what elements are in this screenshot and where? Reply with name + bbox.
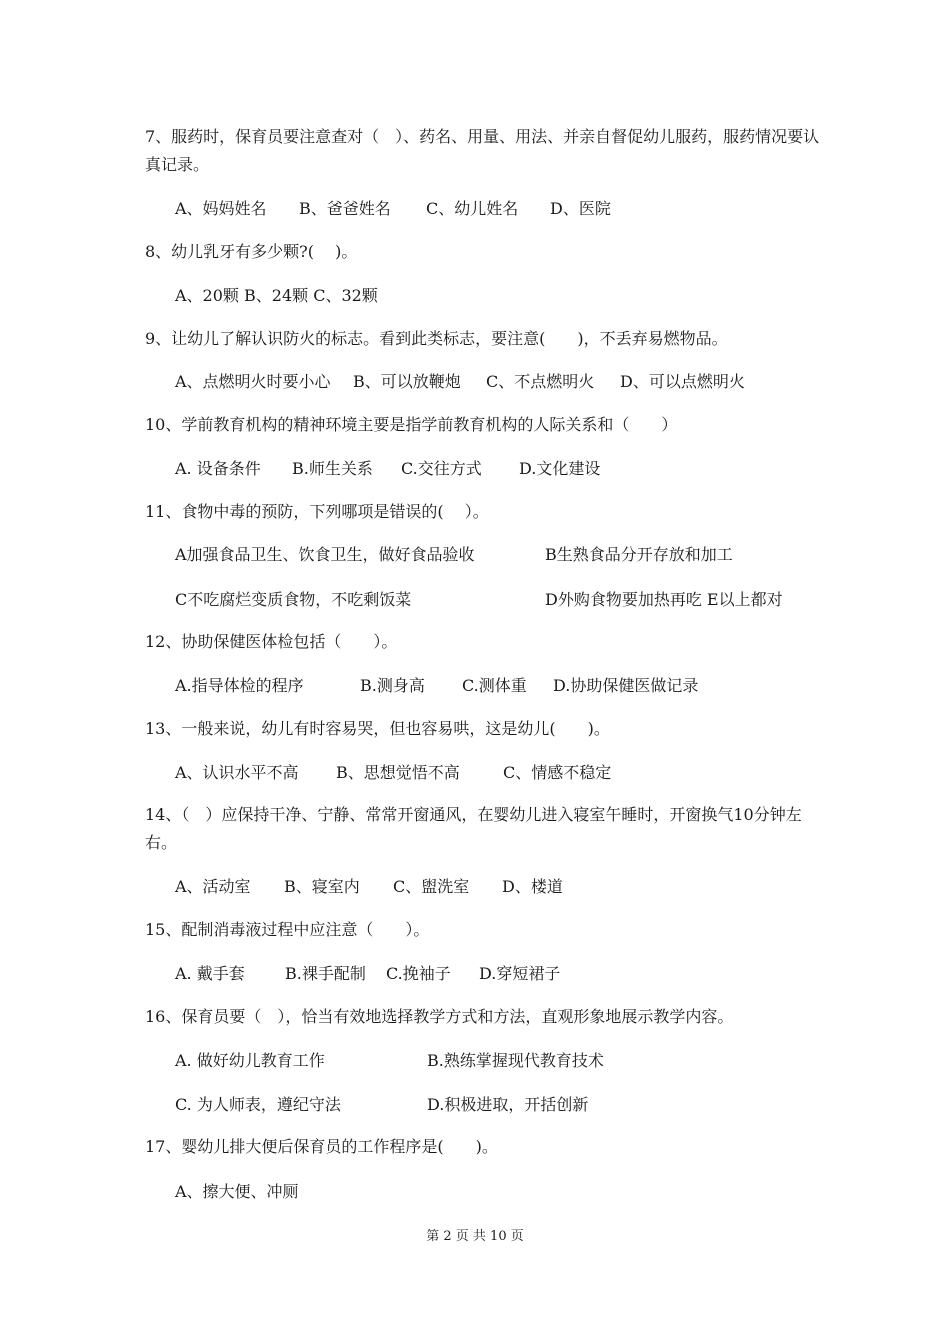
option-c: C.交往方式 bbox=[401, 459, 482, 478]
option-b: B.师生关系 bbox=[292, 459, 373, 478]
option-c: C、不点燃明火 bbox=[486, 372, 595, 391]
question-16-options-row-2 bbox=[175, 1094, 588, 1116]
question-17-stem: 17、婴幼儿排大便后保育员的工作程序是( )。 bbox=[145, 1137, 498, 1156]
question-11-stem: 11、食物中毒的预防，下列哪项是错误的( ）。 bbox=[145, 502, 489, 521]
option-d: D、可以点燃明火 bbox=[620, 372, 745, 391]
option-b: B、思想觉悟不高 bbox=[336, 763, 460, 782]
option-c: C.测体重 bbox=[462, 676, 527, 695]
option-a: A、认识水平不高 bbox=[175, 763, 299, 782]
question-8-stem: 8、幼儿乳牙有多少颗?( )。 bbox=[145, 242, 358, 261]
option-c: C、幼儿姓名 bbox=[426, 199, 519, 218]
option-b: B.熟练掌握现代教育技术 bbox=[427, 1051, 604, 1070]
option-d-e: D外购食物要加热再吃 E以上都对 bbox=[545, 590, 783, 609]
option-line: A、20颗 B、24颗 C、32颗 bbox=[175, 286, 378, 305]
option-d: D.文化建设 bbox=[519, 459, 601, 478]
question-15-stem: 15、配制消毒液过程中应注意（ ）。 bbox=[145, 920, 430, 939]
option-d: D、楼道 bbox=[502, 877, 563, 896]
option-b: B.测身高 bbox=[360, 676, 425, 695]
option-a: A、妈妈姓名 bbox=[175, 199, 267, 218]
option-a: A、擦大便、冲厕 bbox=[175, 1182, 299, 1201]
option-a: A.指导体检的程序 bbox=[175, 676, 304, 695]
option-a: A、活动室 bbox=[175, 877, 251, 896]
question-8-options bbox=[175, 285, 378, 307]
page-footer: 第 2 页 共 10 页 bbox=[426, 1229, 524, 1244]
question-7-options bbox=[175, 198, 611, 220]
question-7-stem: 7、服药时，保育员要注意查对（ ）、药名、用量、用法、并亲自督促幼儿服药，服药情况要认真记录。 bbox=[145, 127, 820, 174]
option-a: A. 做好幼儿教育工作 bbox=[175, 1051, 325, 1070]
option-b: B.裸手配制 bbox=[285, 964, 366, 983]
option-c: C不吃腐烂变质食物，不吃剩饭菜 bbox=[175, 590, 412, 609]
option-a: A加强食品卫生、饮食卫生，做好食品验收 bbox=[175, 545, 475, 564]
option-d: D、医院 bbox=[550, 199, 611, 218]
question-11-options-row-2 bbox=[175, 589, 783, 611]
option-b: B、寝室内 bbox=[284, 877, 360, 896]
question-16-options-row-1 bbox=[175, 1050, 604, 1072]
option-c: C.挽袖子 bbox=[386, 964, 451, 983]
question-10-stem: 10、学前教育机构的精神环境主要是指学前教育机构的人际关系和（ ） bbox=[145, 415, 678, 434]
option-a: A、点燃明火时要小心 bbox=[175, 372, 331, 391]
question-10-options bbox=[175, 458, 600, 480]
option-d: D.协助保健医做记录 bbox=[553, 676, 699, 695]
option-b: B生熟食品分开存放和加工 bbox=[545, 545, 733, 564]
option-a: A. 戴手套 bbox=[175, 964, 245, 983]
question-9-stem: 9、让幼儿了解认识防火的标志。看到此类标志，要注意( )，不丢弃易燃物品。 bbox=[145, 329, 728, 348]
question-14-stem: 14、（ ）应保持干净、宁静、常常开窗通风，在婴幼儿进入寝室午睡时，开窗换气10分钟左右。 bbox=[145, 805, 802, 852]
question-16-stem: 16、保育员要（ ），恰当有效地选择教学方式和方法，直观形象地展示教学内容。 bbox=[145, 1007, 734, 1026]
question-17-options bbox=[175, 1181, 299, 1203]
option-b: B、可以放鞭炮 bbox=[353, 372, 461, 391]
option-d: D.穿短裙子 bbox=[479, 964, 561, 983]
option-b: B、爸爸姓名 bbox=[299, 199, 391, 218]
question-13-stem: 13、一般来说，幼儿有时容易哭，但也容易哄，这是幼儿( )。 bbox=[145, 719, 610, 738]
option-a: A. 设备条件 bbox=[175, 459, 261, 478]
option-d: D.积极进取，开括创新 bbox=[427, 1095, 589, 1114]
option-c: C、盥洗室 bbox=[393, 877, 470, 896]
question-9-options bbox=[175, 371, 745, 393]
question-11-options-row-1 bbox=[175, 544, 733, 566]
question-12-stem: 12、协助保健医体检包括（ ）。 bbox=[145, 632, 398, 651]
question-15-options bbox=[175, 963, 560, 985]
option-c: C、情感不稳定 bbox=[503, 763, 612, 782]
question-12-options bbox=[175, 675, 698, 697]
option-c: C. 为人师表，遵纪守法 bbox=[175, 1095, 341, 1114]
question-13-options bbox=[175, 762, 611, 784]
question-14-options bbox=[175, 876, 563, 898]
